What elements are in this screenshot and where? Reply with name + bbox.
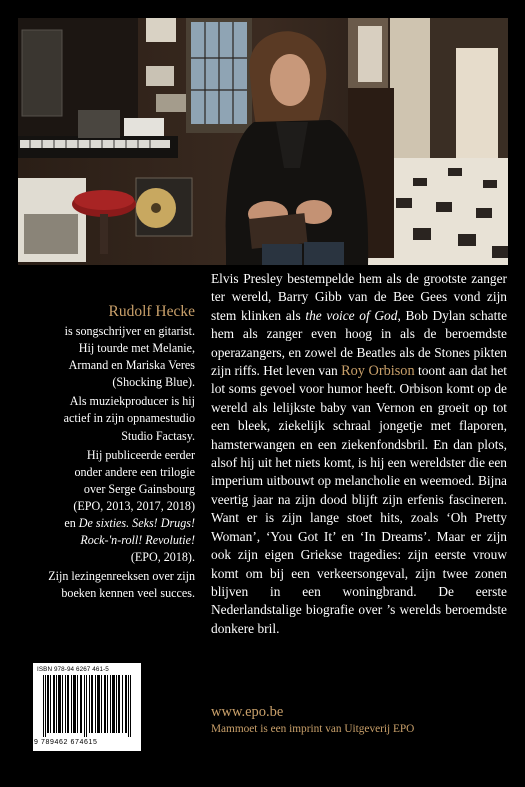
- bio-line: is songschrijver en gitarist.: [64, 324, 195, 338]
- isbn-label: ISBN 978-94 6267 461-5: [37, 666, 109, 673]
- blurb-text: toont aan dat het lot soms gevoel voor humor heeft. Orbison komt op de wereld als lelijkste baby van Vernon en groeit op tot een bleek, ziekelijk schraal jongetje met flaporen, hamsterwangen en een ziekenfondsbril. En dan plots, alsof hij uit het niets komt, is hij een wereldster die een imperium uitbouwt op melancholie en weemoed. Bijna veertig jaar na zijn dood blijft zijn erfenis fascineren. Want er is zijn lange stoet hits, zoals ‘Oh Pretty Woman’, ‘You Got It’ en ‘In Dreams’. Maar er zijn ook zijn eigen Griekse tragedies: zijn eerste vrouw komt om bij een verkeersongeval, zijn twee zonen blijven in een woningbrand. De eerste Nederlandstalige biografie over ’s werelds beroemdste donkere bril.: [211, 363, 508, 636]
- bio-line: Als muziekproducer is hij: [69, 394, 195, 409]
- barcode-bars: [37, 675, 137, 737]
- blurb-text: , Bob Dylan schatte hem als zanger even hoog in als de beroemdste operazangers, en zowel de Beatles als de Stones pikten zijn riffs. Het leven van: [211, 307, 508, 379]
- blurb: [211, 270, 507, 638]
- imprint-note: Mammoet is een imprint van Uitgeverij EPO: [211, 723, 415, 735]
- author-name: Rudolf Hecke: [108, 303, 195, 320]
- bio-line: actief in zijn opnamestudio: [63, 411, 195, 426]
- bio-line-prefix: en: [64, 516, 79, 531]
- bio-line: (Shocking Blue).: [112, 375, 195, 390]
- ean-digits: 9 789462 674615: [34, 739, 98, 746]
- author-photo: [18, 18, 508, 265]
- bio-line: (EPO, 2018).: [130, 550, 195, 565]
- bio-line: Zijn lezingenreeksen over zijn: [48, 569, 195, 584]
- bio-line: Hij publiceerde eerder: [86, 447, 195, 462]
- bio-line: onder andere een trilogie: [74, 464, 195, 479]
- book-title: De sixties. Seks! Drugs!: [78, 516, 195, 531]
- bio-line: Armand en Mariska Veres: [68, 358, 195, 373]
- barcode: [33, 663, 141, 751]
- bio-line: [18, 515, 195, 532]
- bio-line: over Serge Gainsbourg: [83, 481, 195, 496]
- bio-line: Hij tourde met Melanie,: [78, 341, 195, 356]
- book-title-continued: Rock-'n-roll! Revolutie!: [80, 533, 195, 548]
- bio-line: boeken kennen veel succes.: [61, 586, 195, 601]
- subject-name: Roy Orbison: [341, 363, 415, 380]
- bio-line: (EPO, 2013, 2017, 2018): [73, 498, 195, 513]
- author-bio: [18, 302, 195, 603]
- blurb-quote: the voice of God: [305, 307, 398, 323]
- publisher-url[interactable]: www.epo.be: [211, 704, 284, 720]
- bio-line: Studio Factasy.: [121, 428, 195, 443]
- blurb-text: Elvis Presley bestempelde hem als de grootste zanger ter wereld, Barry Gibb van de Bee Gees vond zijn stem klinken als: [211, 271, 507, 323]
- bio-line: [18, 532, 195, 549]
